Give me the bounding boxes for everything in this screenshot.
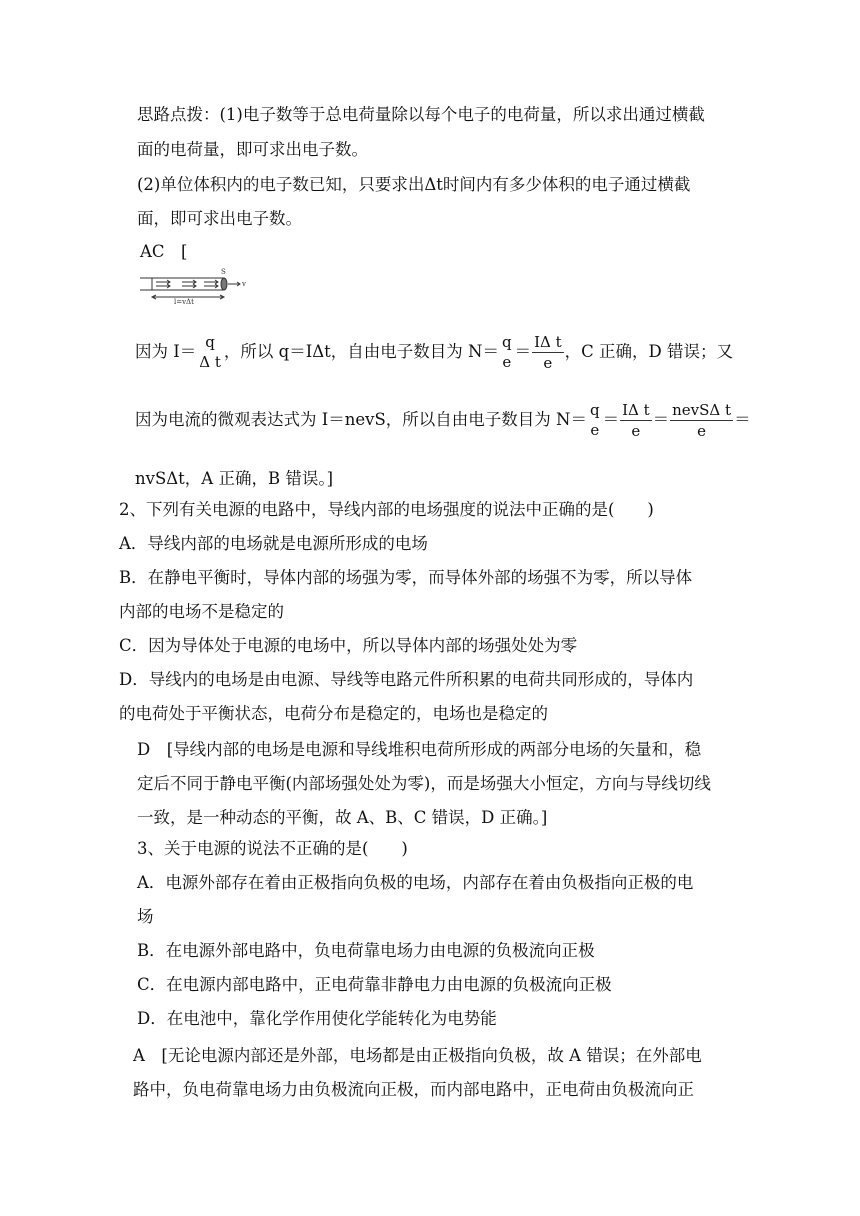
q2-option-a: A．导线内部的电场就是电源所形成的电场 [119,534,428,553]
frac-num: IΔ t [534,332,562,351]
equals-sign: ＝ [602,410,620,429]
label-l: l=vΔt [174,298,194,306]
q3-option-a-line1: A．电源外部存在着由正极指向负极的电场，内部存在着由负极指向正极的电 [137,873,694,892]
q3-option-a-line2: 场 [137,907,154,926]
equals-sign: ＝ [514,342,532,361]
q2-answer-line1: D [导线内部的电场是电源和导线堆积电荷所形成的两部分电场的矢量和，稳 [137,740,702,759]
hint-line-2: 面的电荷量，即可求出电子数。 [137,140,368,159]
q2-option-d-line2: 的电荷处于平衡状态，电荷分布是稳定的，电场也是稳定的 [119,704,548,723]
frac-num: q [501,333,512,351]
q3-answer-line1: A [无论电源内部还是外部，电场都是由正极指向负极，故 A 错误；在外部电 [133,1046,702,1065]
frac-num: nevSΔ t [672,400,732,419]
fraction-idt-over-e [532,332,564,373]
fraction-idt-over-e [620,400,652,441]
equals-sign: ＝ [652,410,670,429]
frac-den: Δ t [199,353,221,371]
q2-answer-line3: 一致，是一种动态的平衡，故 A、B、C 错误，D 正确。] [137,808,548,827]
q2-answer-line2: 定后不同于静电平衡(内部场强处处为零)，而是场强大小恒定，方向与导线切线 [137,774,711,793]
fraction-nevsdt-over-e [670,400,733,441]
wire-diagram-svg [138,266,248,306]
frac-den: e [697,421,707,440]
q3-option-d: D．在电池中，靠化学作用使化学能转化为电势能 [137,1009,497,1028]
formula-line-2 [135,398,751,442]
fraction-q-over-e [500,332,514,372]
frac-num: q [205,333,215,351]
hint-line-4: 面，即可求出电子数。 [137,209,302,228]
q3-option-c: C．在电源内部电路中，正电荷靠非静电力由电源的负极流向正极 [137,975,612,994]
fraction-q-over-e [588,400,602,440]
frac-den: e [590,421,600,439]
q2-option-b-line2: 内部的电场不是稳定的 [119,602,284,621]
q2-option-b-line1: B．在静电平衡时，导体内部的场强为零，而导体外部的场强不为零，所以导体 [119,568,693,587]
frac-num: q [589,401,600,419]
answer-head: AC [ [140,242,188,261]
label-v: v [242,280,246,288]
frac-num: IΔ t [622,400,650,419]
formula-line-3: nvSΔt，A 正确，B 错误。] [135,469,334,488]
wire-diagram [138,266,248,306]
formula-text-1a: 因为 I＝ [135,342,197,361]
frac-den: e [502,353,512,371]
frac-den: e [543,353,553,372]
formula-text-2a: 因为电流的微观表达式为 I＝nevS，所以自由电子数目为 N＝ [135,410,587,429]
q3-stem: 3、关于电源的说法不正确的是( ) [137,839,408,858]
label-s: S [221,268,226,276]
q2-option-c: C．因为导体处于电源的电场中，所以导体内部的场强处处为零 [119,636,578,655]
q2-option-d-line1: D．导线内的电场是由电源、导线等电路元件所积累的电荷共同形成的，导体内 [119,670,694,689]
formula-text-1c: ，C 正确，D 错误；又 [564,342,733,361]
formula-text-1b: ，所以 q＝IΔt，自由电子数目为 N＝ [223,342,499,361]
formula-line-1 [135,330,733,374]
q2-stem: 2、下列有关电源的电路中，导线内部的电场强度的说法中正确的是( ) [119,500,654,519]
equals-sign: ＝ [734,410,751,429]
fraction-q-over-dt [197,332,223,372]
hint-line-1: 思路点拨：(1)电子数等于总电荷量除以每个电子的电荷量，所以求出通过横截 [137,105,705,124]
q3-answer-line2: 路中，负电荷靠电场力由负极流向正极，而内部电路中，正电荷由负极流向正 [133,1080,694,1099]
frac-den: e [631,421,641,440]
hint-line-3: (2)单位体积内的电子数已知，只要求出Δt时间内有多少体积的电子通过横截 [137,175,691,194]
q3-option-b: B．在电源外部电路中，负电荷靠电场力由电源的负极流向正极 [137,941,595,960]
